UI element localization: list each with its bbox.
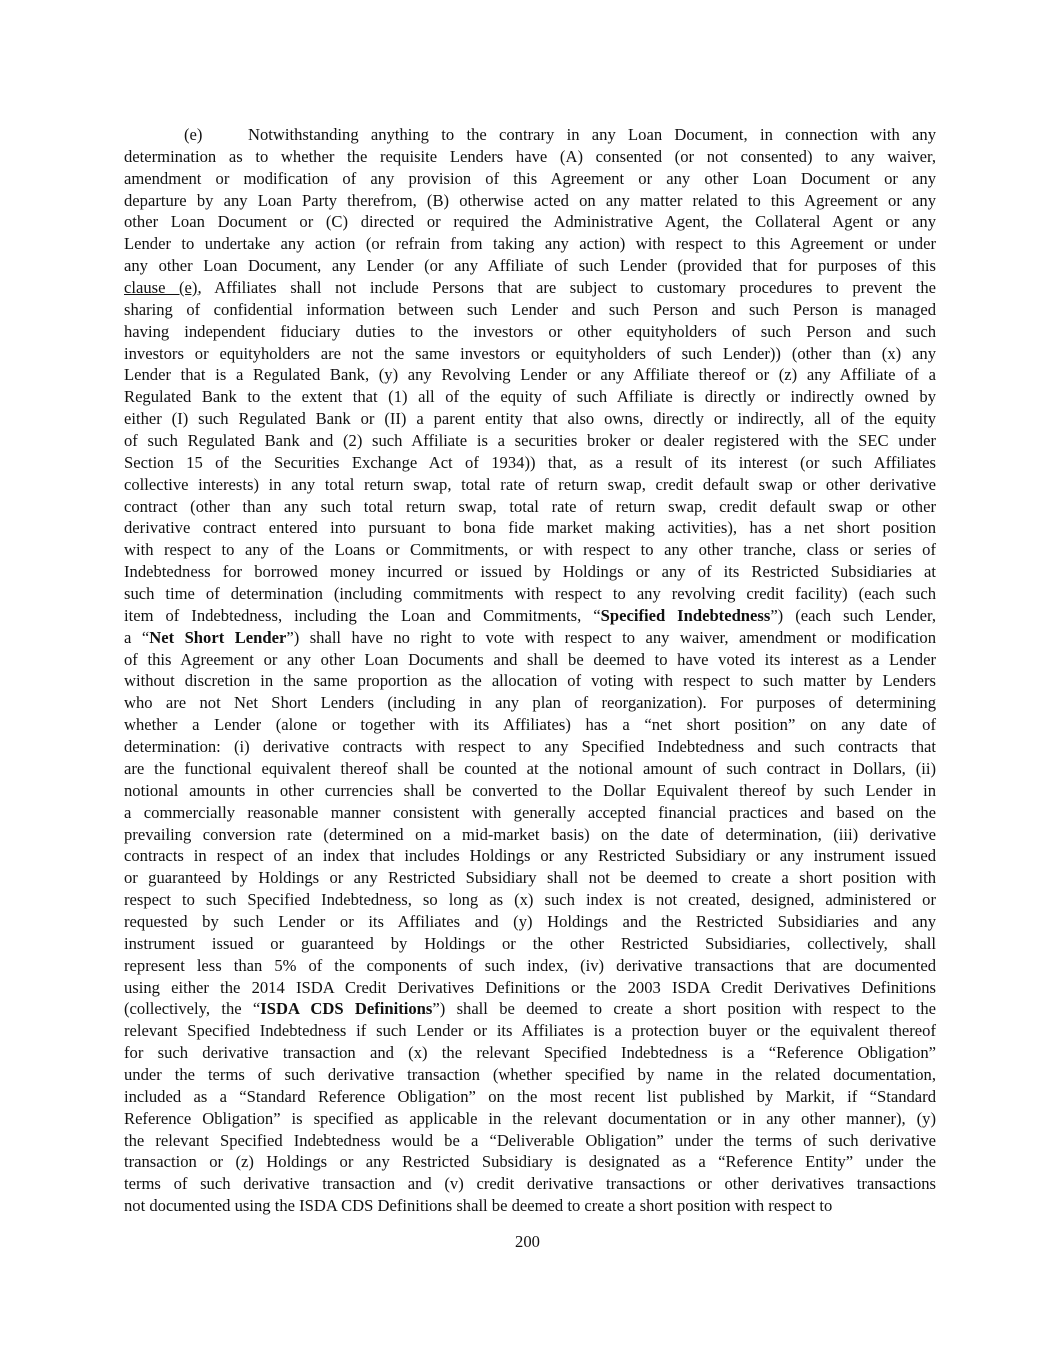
text-line: Reference Obligation” is specified as applicable in the relevant documentation or in any other manner), (y) — [124, 1108, 936, 1128]
text-line: whether a Lender (alone or together with its Affiliates) has a “net short position” on any date of — [124, 715, 936, 735]
text-line: terms of such derivative transaction and (v) credit derivative transactions or other derivatives transactions — [124, 1174, 936, 1194]
text-line: Indebtedness for borrowed money incurred or issued by Holdings or any of its Restricted Subsidiaries at — [124, 562, 936, 582]
text-line: relevant Specified Indebtedness if such Lender or its Affiliates is a protection buyer or the equivalent thereof — [124, 1021, 936, 1041]
defined-term-net-short-lender: Net Short Lender — [149, 627, 287, 647]
text-line: with respect to any of the Loans or Commitments, or with respect to any other tranche, class or series of — [124, 540, 936, 560]
page-number: 200 — [515, 1232, 540, 1251]
text-line: instrument issued or guaranteed by Holdings or the other Restricted Subsidiaries, collectively, shall — [124, 933, 936, 953]
text-line: of this Agreement or any other Loan Documents and shall be deemed to have voted its interest as a Lender — [124, 649, 936, 669]
text-line: any other Loan Document, any Lender (or any Affiliate of such Lender (provided that for purposes of this — [124, 256, 936, 276]
clause-label: (e) — [184, 125, 203, 144]
text-line: (e) Notwithstanding anything to the contrary in any Loan Document, in connection with any — [184, 125, 936, 144]
text-line: the relevant Specified Indebtedness would be a “Deliverable Obligation” under the terms of such derivative — [124, 1130, 936, 1150]
text-line: contracts in respect of an index that includes Holdings or any Restricted Subsidiary or any instrument issued — [124, 846, 936, 866]
text-line: requested by such Lender or its Affiliates and (y) Holdings and the Restricted Subsidiaries and any — [124, 911, 936, 931]
text-line: departure by any Loan Party therefrom, (B) otherwise acted on any matter related to this Agreement or any — [124, 190, 936, 210]
text-line: transaction or (z) Holdings or any Restricted Subsidiary is designated as a “Reference Entity” under the — [124, 1152, 936, 1172]
text-line: collective interests) in any total return swap, total rate of return swap, credit default swap or other derivative — [124, 474, 936, 494]
text-line: using either the 2014 ISDA Credit Derivatives Definitions or the 2003 ISDA Credit Derivatives Definitions — [124, 977, 936, 997]
clause-e-paragraph — [124, 124, 936, 1217]
text-line: Lender to undertake any action (or refrain from taking any action) with respect to this Agreement or under — [124, 234, 936, 254]
text-line: item of Indebtedness, including the Loan and Commitments, “Specified Indebtedness”) (each such Lender, — [124, 605, 936, 625]
text-line: notional amounts in other currencies shall be converted to the Dollar Equivalent thereof by such Lender in — [124, 780, 936, 800]
text-line: other Loan Document or (C) directed or required the Administrative Agent, the Collateral Agent or any — [124, 212, 936, 232]
text-line: determination: (i) derivative contracts with respect to any Specified Indebtedness and such contracts that — [124, 737, 936, 757]
clause-reference: clause (e) — [124, 278, 198, 298]
text-line: investors or equityholders are not the same investors or equityholders of such Lender)) (other than (x) any — [124, 343, 936, 363]
defined-term-specified-indebtedness: Specified Indebtedness — [600, 605, 771, 625]
text-line: determination as to whether the requisite Lenders have (A) consented (or not consented) to any waiver, — [124, 146, 936, 166]
text-line: who are not Net Short Lenders (including in any plan of reorganization). For purposes of determining — [124, 693, 936, 713]
text-line: of such Regulated Bank and (2) such Affiliate is a securities broker or dealer registered with the SEC under — [124, 431, 936, 451]
text-line: Lender that is a Regulated Bank, (y) any Revolving Lender or any Affiliate thereof or (z) any Affiliate of a — [124, 365, 936, 385]
text-line: are the functional equivalent thereof shall be counted at the notional amount of such contract in Dollars, (ii) — [124, 758, 936, 778]
text-line: a “Net Short Lender”) shall have no right to vote with respect to any waiver, amendment or modification — [124, 627, 936, 647]
text-line: either (I) such Regulated Bank or (II) a parent entity that also owns, directly or indirectly, all of the equity — [124, 409, 936, 429]
text-line: or guaranteed by Holdings or any Restricted Subsidiary shall not be deemed to create a short position with — [124, 868, 936, 888]
text-line: Regulated Bank to the extent that (1) all of the equity of such Affiliate is directly or indirectly owned by — [124, 387, 936, 407]
text-line: clause (e), Affiliates shall not include Persons that are subject to customary procedures to prevent the — [124, 278, 936, 298]
text-line: derivative contract entered into pursuant to bona fide market making activities), has a net short position — [124, 518, 936, 538]
text-line: under the terms of such derivative transaction (whether specified by name in the related documentation, — [124, 1064, 936, 1084]
text-line: not documented using the ISDA CDS Definitions shall be deemed to create a short position with respect to — [124, 1196, 833, 1216]
text-line: (collectively, the “ISDA CDS Definitions”) shall be deemed to create a short position with respect to the — [124, 999, 936, 1019]
defined-term-isda-cds-definitions: ISDA CDS Definitions — [260, 999, 433, 1019]
text-line: prevailing conversion rate (determined on a mid-market basis) on the date of determination, (iii) derivative — [124, 824, 936, 844]
text-line: having independent fiduciary duties to the investors or other equityholders of such Person and such — [124, 321, 936, 341]
text-line: respect to such Specified Indebtedness, so long as (x) such index is not created, designed, administered or — [124, 890, 936, 910]
text-line: included as a “Standard Reference Obligation” on the most recent list published by Markit, if “Standard — [124, 1086, 936, 1106]
text-line: a commercially reasonable manner consistent with generally accepted financial practices and based on the — [124, 802, 936, 822]
text-line: amendment or modification of any provision of this Agreement or any other Loan Document or any — [124, 168, 936, 188]
text-line: Section 15 of the Securities Exchange Act of 1934)) that, as a result of its interest (or such Affiliates — [124, 452, 936, 472]
text-line: such time of determination (including commitments with respect to any revolving credit facility) (each such — [124, 584, 936, 604]
text-line: represent less than 5% of the components of such index, (iv) derivative transactions that are documented — [124, 955, 936, 975]
text-line: sharing of confidential information between such Lender and such Person and such Person is managed — [124, 299, 936, 319]
text-line: contract (other than any such total return swap, total rate of return swap, credit default swap or other — [124, 496, 936, 516]
text-line: without discretion in the same proportion as the allocation of voting with respect to such matter by Lenders — [124, 671, 936, 691]
text-line: for such derivative transaction and (x) the relevant Specified Indebtedness is a “Reference Obligation” — [124, 1043, 936, 1063]
